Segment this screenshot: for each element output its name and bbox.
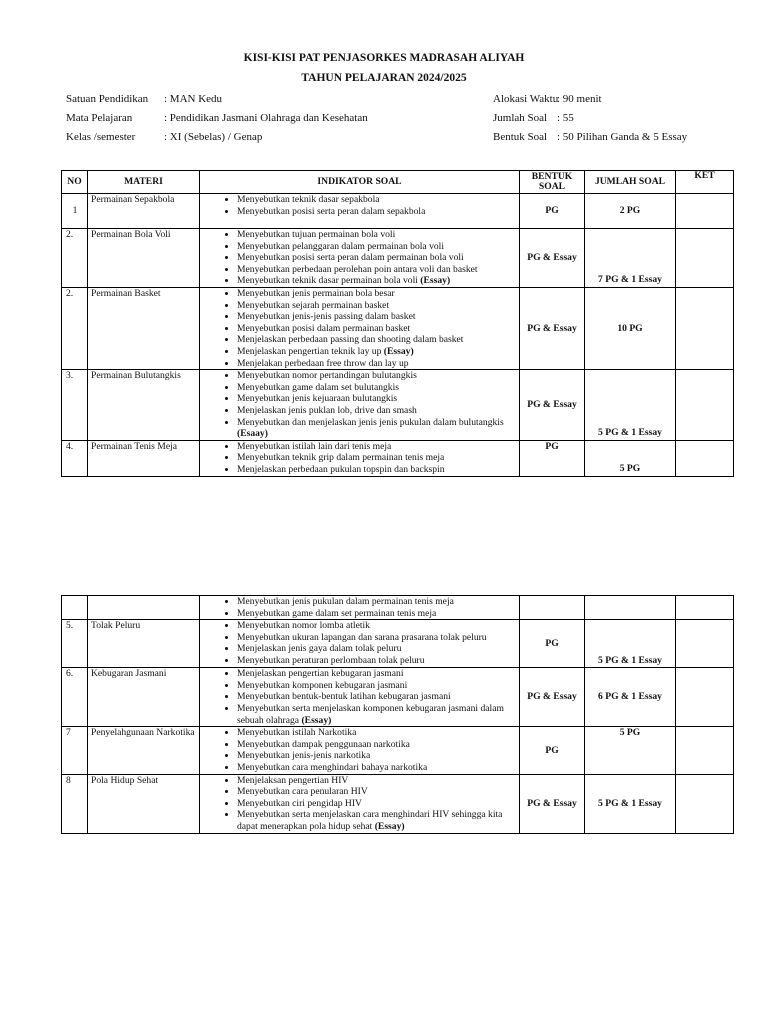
indikator-list: [203, 370, 516, 440]
mapel-label: Mata Pelajaran: [66, 112, 133, 124]
cell-materi: Kebugaran Jasmani: [88, 668, 200, 727]
table-row: [62, 440, 734, 476]
cell-indikator: [200, 727, 520, 774]
table-row: [62, 288, 734, 370]
indikator-item: [237, 452, 516, 464]
indikator-type-tag: (Essay): [301, 714, 332, 726]
indikator-text: Menyebutkan jenis kejuaraan bulutangkis: [237, 393, 398, 405]
bentuk-soal-value: : 50 Pilihan Ganda & 5 Essay: [557, 131, 688, 143]
indikator-item: [237, 334, 516, 346]
indikator-item: [237, 346, 516, 358]
indikator-item: [237, 739, 516, 751]
cell-indikator: [200, 668, 520, 727]
indikator-text: Menyebutkan istilah Narkotika: [237, 727, 357, 739]
cell-ket: [676, 440, 734, 476]
indikator-text: Menyebutkan bentuk-bentuk latihan kebugaran jasmani: [237, 691, 451, 703]
indikator-text: Menjelaskan perbedaan passing dan shooting dalam basket: [237, 334, 464, 346]
indikator-item: [237, 691, 516, 703]
table-row: [62, 229, 734, 288]
cell-bentuk-soal: [520, 596, 585, 620]
indikator-text: Menyebutkan serta menjelaskan cara menghindari HIV sehingga kita dapat menerapkan pola hidup sehat: [237, 809, 503, 832]
indikator-item: [237, 288, 516, 300]
indikator-text: Menyebutkan posisi dalam permainan basket: [237, 322, 411, 334]
indikator-text: Menyebutkan teknik grip dalam permainan tenis meja: [237, 452, 445, 464]
indikator-text: Menyebutkan posisi serta peran dalam permainan bola voli: [237, 252, 464, 264]
indikator-item: [237, 323, 516, 335]
indikator-item: [237, 275, 516, 287]
cell-ket: [676, 288, 734, 370]
indikator-text: Menjelaksan pengertian HIV: [237, 774, 349, 786]
cell-no: 4.: [62, 440, 88, 476]
cell-jumlah-soal: 2 PG: [585, 194, 676, 229]
cell-no: 8: [62, 774, 88, 833]
cell-jumlah-soal: 6 PG & 1 Essay: [585, 668, 676, 727]
indikator-text: Menyebutkan game dalam set bulutangkis: [237, 381, 399, 393]
cell-bentuk-soal: PG: [520, 620, 585, 668]
indikator-item: [237, 370, 516, 382]
cell-ket: [676, 774, 734, 833]
cell-ket: [676, 194, 734, 229]
cell-jumlah-soal: 5 PG: [585, 440, 676, 476]
indikator-text: Menjelakan perbedaan free throw dan lay up: [237, 357, 409, 369]
cell-no: 1: [62, 194, 88, 229]
indikator-text: Menyebutkan jenis-jenis passing dalam basket: [237, 311, 416, 323]
indikator-text: Menyebutkan istilah lain dari tenis meja: [237, 440, 392, 452]
indikator-item: [237, 608, 516, 620]
indikator-item: [237, 655, 516, 667]
cell-materi: Tolak Peluru: [88, 620, 200, 668]
cell-ket: [676, 620, 734, 668]
indikator-item: [237, 358, 516, 370]
indikator-item: [237, 229, 516, 241]
indikator-list: [203, 194, 516, 217]
indikator-item: [237, 264, 516, 276]
satuan-value: : MAN Kedu: [164, 93, 223, 105]
cell-materi: Permainan Sepakbola: [88, 194, 200, 229]
cell-ket: [676, 668, 734, 727]
kelas-label: Kelas /semester: [66, 131, 136, 143]
kisi-kisi-table-page1: [61, 170, 734, 477]
cell-bentuk-soal: PG & Essay: [520, 774, 585, 833]
indikator-type-tag: (Esaay): [237, 428, 268, 440]
indikator-text: Menyebutkan nomor lomba atletik: [237, 620, 370, 632]
table-row: [62, 194, 734, 229]
table-row: [62, 370, 734, 441]
indikator-item: [237, 750, 516, 762]
indikator-text: Menyebutkan serta menjelaskan komponen kebugaran jasmani dalam sebuah olahraga: [237, 702, 504, 726]
cell-no: 5.: [62, 620, 88, 668]
cell-materi: Permainan Basket: [88, 288, 200, 370]
header-bentuk: BENTUK SOAL: [520, 171, 585, 194]
cell-no: 2.: [62, 288, 88, 370]
indikator-text: Menyebutkan dan menjelaskan jenis jenis pukulan dalam bulutangkis: [237, 416, 504, 428]
cell-materi: Pola Hidup Sehat: [88, 774, 200, 833]
indikator-list: [203, 727, 516, 773]
indikator-item: [237, 206, 516, 218]
cell-materi: [88, 596, 200, 620]
cell-jumlah-soal: 5 PG & 1 Essay: [585, 370, 676, 441]
cell-indikator: [200, 194, 520, 229]
cell-jumlah-soal: 5 PG & 1 Essay: [585, 774, 676, 833]
indikator-item: [237, 300, 516, 312]
indikator-list: [203, 441, 516, 476]
cell-jumlah-soal: 10 PG: [585, 288, 676, 370]
indikator-list: [203, 229, 516, 287]
satuan-label: Satuan Pendidikan: [66, 93, 149, 105]
cell-jumlah-soal: 5 PG: [585, 727, 676, 774]
indikator-list: [203, 288, 516, 369]
indikator-text: Menyebutkan tujuan permainan bola voli: [237, 229, 396, 240]
indikator-item: [237, 194, 516, 206]
indikator-item: [237, 252, 516, 264]
cell-materi: Penyelahgunaan Narkotika: [88, 727, 200, 774]
cell-ket: [676, 596, 734, 620]
document-title: KISI-KISI PAT PENJASORKES MADRASAH ALIYAH: [243, 52, 525, 64]
cell-ket: [676, 229, 734, 288]
table-row: [62, 774, 734, 833]
cell-no: 7: [62, 727, 88, 774]
indikator-item: [237, 441, 516, 453]
indikator-item: [237, 762, 516, 774]
indikator-text: Menjelaskan perbedaan pukulan topspin dan backspin: [237, 463, 445, 475]
cell-indikator: [200, 229, 520, 288]
indikator-text: Menyebutkan pelanggaran dalam permainan bola voli: [237, 240, 444, 252]
indikator-text: Menyebutkan jenis permainan bola besar: [237, 288, 395, 299]
indikator-item: [237, 809, 516, 832]
cell-materi: Permainan Tenis Meja: [88, 440, 200, 476]
mapel-value: : Pendidikan Jasmani Olahraga dan Kesehatan: [164, 112, 368, 124]
indikator-item: [237, 786, 516, 798]
header-ket: KET: [676, 171, 734, 194]
cell-no: 6.: [62, 668, 88, 727]
indikator-text: Menyebutkan posisi serta peran dalam sepakbola: [237, 205, 426, 217]
indikator-text: Menyebutkan sejarah permainan basket: [237, 299, 390, 311]
kelas-value: : XI (Sebelas) / Genap: [164, 131, 263, 143]
indikator-text: Menjelaskan jenis gaya dalam tolak peluru: [237, 643, 402, 655]
cell-indikator: [200, 288, 520, 370]
indikator-list: [203, 775, 516, 833]
indikator-item: [237, 596, 516, 608]
cell-bentuk-soal: PG & Essay: [520, 668, 585, 727]
indikator-type-tag: (Essay): [420, 275, 451, 287]
cell-ket: [676, 727, 734, 774]
indikator-text: Menyebutkan ukuran lapangan dan sarana prasarana tolak peluru: [237, 631, 487, 643]
cell-indikator: [200, 596, 520, 620]
cell-jumlah-soal: 7 PG & 1 Essay: [585, 229, 676, 288]
cell-bentuk-soal: PG: [520, 194, 585, 229]
kisi-kisi-table-page2: [61, 595, 734, 834]
indikator-item: [237, 798, 516, 810]
waktu-value: : 90 menit: [557, 93, 602, 105]
cell-no: 2.: [62, 229, 88, 288]
header-no: NO: [62, 171, 88, 194]
table-row: [62, 596, 734, 620]
indikator-text: Menyebutkan game dalam set permainan tenis meja: [237, 607, 437, 619]
indikator-text: Menyebutkan teknik dasar sepakbola: [237, 194, 380, 205]
indikator-text: Menyebutkan cara penularan HIV: [237, 786, 368, 798]
cell-indikator: [200, 440, 520, 476]
indikator-item: [237, 680, 516, 692]
indikator-item: [237, 632, 516, 644]
jumlah-soal-label: Jumlah Soal: [493, 112, 548, 124]
cell-materi: Permainan Bola Voli: [88, 229, 200, 288]
indikator-text: Menyebutkan dampak penggunaan narkotika: [237, 738, 410, 750]
indikator-item: [237, 727, 516, 739]
indikator-text: Menyebutkan peraturan perlombaan tolak peluru: [237, 654, 425, 666]
document-subtitle: TAHUN PELAJARAN 2024/2025: [301, 72, 467, 84]
indikator-text: Menjelaskan pengertian teknik lay up: [237, 345, 384, 357]
indikator-item: [237, 668, 516, 680]
indikator-text: Menyebutkan jenis-jenis narkotika: [237, 750, 371, 762]
indikator-text: Menyebutkan cara menghindari bahaya narkotika: [237, 761, 428, 773]
table-row: [62, 727, 734, 774]
indikator-item: [237, 620, 516, 632]
cell-bentuk-soal: PG & Essay: [520, 229, 585, 288]
table-row: [62, 620, 734, 668]
cell-indikator: [200, 620, 520, 668]
cell-indikator: [200, 774, 520, 833]
indikator-list: [203, 596, 516, 619]
indikator-text: Menyebutkan komponen kebugaran jasmani: [237, 679, 408, 691]
cell-ket: [676, 370, 734, 441]
cell-bentuk-soal: PG: [520, 727, 585, 774]
indikator-item: [237, 643, 516, 655]
jumlah-soal-value: : 55: [557, 112, 574, 124]
cell-jumlah-soal: 5 PG & 1 Essay: [585, 620, 676, 668]
header-jumlah: JUMLAH SOAL: [585, 171, 676, 194]
indikator-item: [237, 417, 516, 440]
indikator-item: [237, 393, 516, 405]
header-materi: MATERI: [88, 171, 200, 194]
indikator-text: Menjelaskan jenis puklan lob, drive dan smash: [237, 404, 417, 416]
header-indikator: INDIKATOR SOAL: [200, 171, 520, 194]
indikator-text: Menyebutkan ciri pengidap HIV: [237, 797, 362, 809]
indikator-item: [237, 775, 516, 787]
indikator-item: [237, 405, 516, 417]
indikator-type-tag: (Essay): [383, 345, 414, 357]
cell-no: 3.: [62, 370, 88, 441]
indikator-list: [203, 620, 516, 666]
waktu-label: Alokasi Waktu: [493, 93, 559, 105]
indikator-type-tag: (Essay): [374, 820, 405, 832]
indikator-text: Menyebutkan nomor pertandingan bulutangkis: [237, 370, 417, 382]
cell-bentuk-soal: PG & Essay: [520, 288, 585, 370]
indikator-text: Menjelaskan pengertian kebugaran jasmani: [237, 668, 404, 680]
indikator-text: Menyebutkan teknik dasar permainan bola voli: [237, 275, 421, 287]
cell-no: [62, 596, 88, 620]
table-row: [62, 668, 734, 727]
indikator-list: [203, 668, 516, 726]
cell-jumlah-soal: [585, 596, 676, 620]
indikator-text: Menyebutkan perbedaan perolehan poin antara voli dan basket: [237, 263, 478, 275]
indikator-item: [237, 464, 516, 476]
indikator-item: [237, 382, 516, 394]
indikator-item: [237, 703, 516, 726]
cell-indikator: [200, 370, 520, 441]
cell-materi: Permainan Bulutangkis: [88, 370, 200, 441]
cell-bentuk-soal: PG & Essay: [520, 370, 585, 441]
cell-bentuk-soal: PG: [520, 440, 585, 476]
indikator-text: Menyebutkan jenis pukulan dalam permainan tenis meja: [237, 596, 454, 607]
bentuk-soal-label: Bentuk Soal: [493, 131, 548, 143]
indikator-item: [237, 241, 516, 253]
indikator-item: [237, 311, 516, 323]
